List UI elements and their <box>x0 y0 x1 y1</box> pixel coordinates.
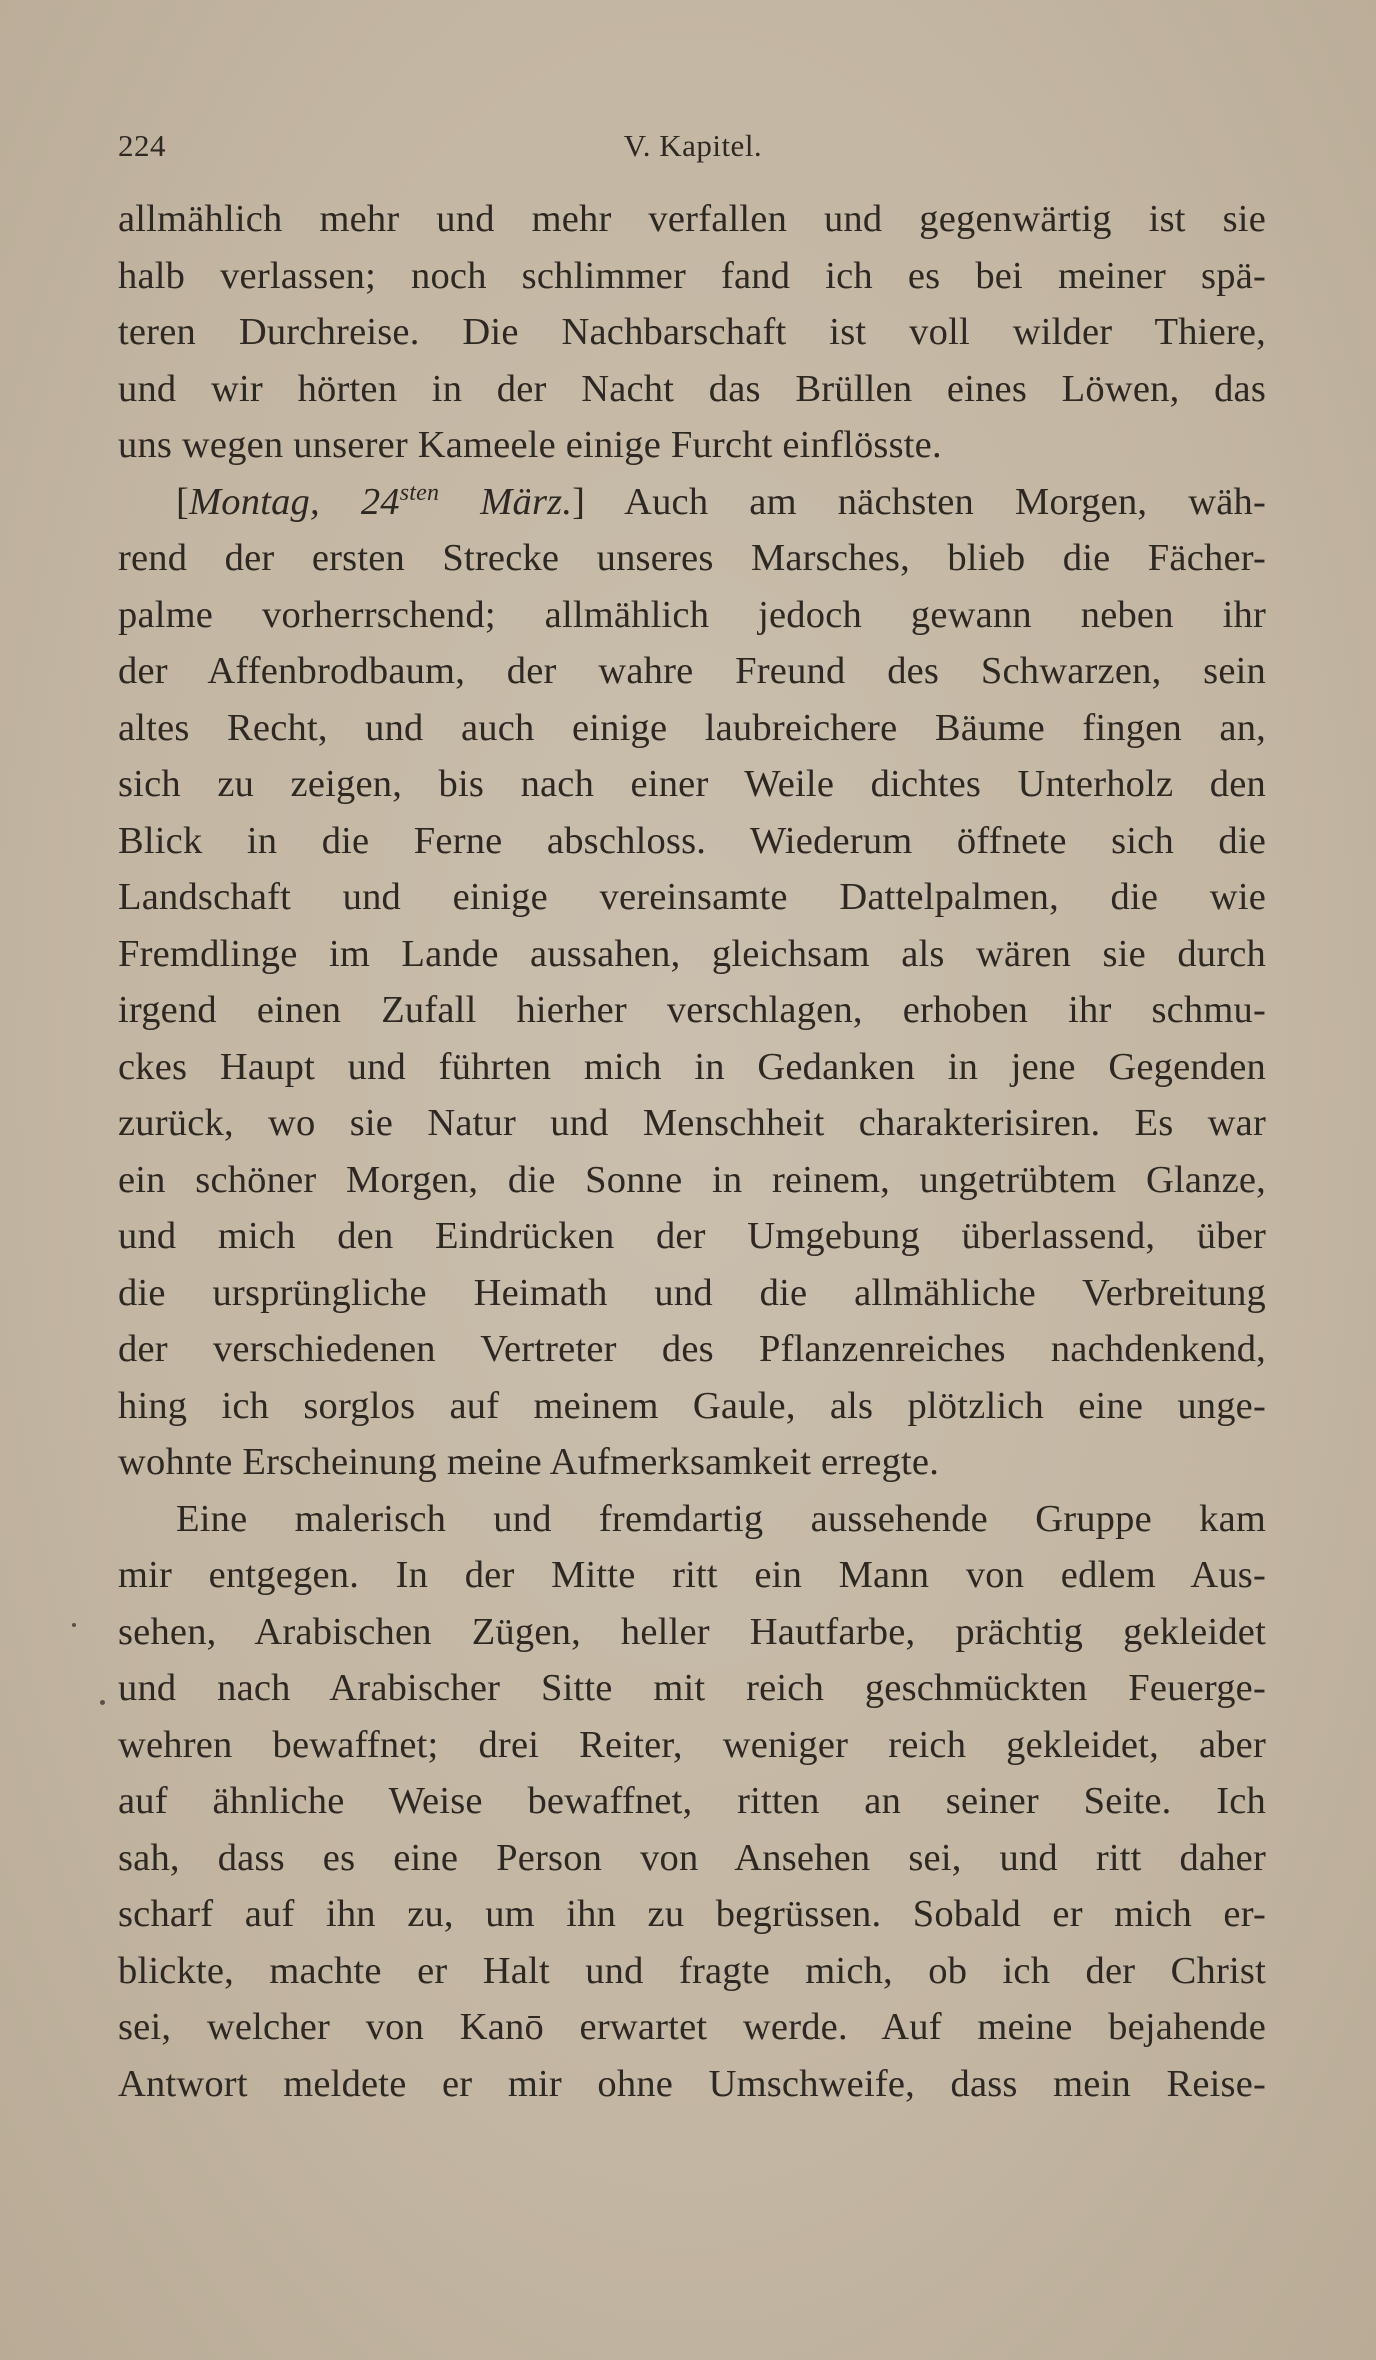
text-line: scharf auf ihn zu, um ihn zu begrüssen. Sobald er mich er- <box>118 1893 1266 1935</box>
close-bracket: ] <box>572 480 586 523</box>
text-line: die ursprüngliche Heimath und die allmähliche Verbreitung <box>118 1271 1266 1314</box>
chapter-title: V. Kapitel. <box>623 128 763 163</box>
text-line: wohnte Erscheinung meine Aufmerksamkeit erregte. <box>118 1441 940 1483</box>
text-line: Antwort meldete er mir ohne Umschweife, dass mein Reise- <box>118 2062 1266 2105</box>
text-line: der Affenbrodbaum, der wahre Freund des Schwarzen, sein <box>118 650 1266 692</box>
text-line: und wir hörten in der Nacht das Brüllen eines Löwen, das <box>118 367 1266 410</box>
text-line: uns wegen unserer Kameele einige Furcht einflösste. <box>118 424 942 466</box>
text-line: hing ich sorglos auf meinem Gaule, als plötzlich eine unge- <box>118 1384 1266 1427</box>
date-heading <box>176 481 585 523</box>
text-line: allmählich mehr und mehr verfallen und gegenwärtig ist sie <box>118 198 1266 240</box>
text-line: Fremdlinge im Lande aussahen, gleichsam als wären sie durch <box>118 932 1266 975</box>
text-line: Landschaft und einige vereinsamte Dattelpalmen, die wie <box>118 876 1266 918</box>
page-number: 224 <box>118 128 166 163</box>
text-line: altes Recht, und auch einige laubreichere Bäume fingen an, <box>118 706 1266 749</box>
text-line: und nach Arabischer Sitte mit reich geschmückten Feuerge- <box>118 1667 1266 1709</box>
text-line: zurück, wo sie Natur und Menschheit charakterisiren. Es war <box>118 1102 1266 1144</box>
date-heading-line <box>118 474 1266 531</box>
paper-speck <box>100 1700 105 1705</box>
text-line: Eine malerisch und fremdartig aussehende Gruppe kam <box>176 1497 1266 1540</box>
running-head <box>118 128 1268 168</box>
date-day: Montag, <box>189 480 320 523</box>
date-number: 24 <box>360 480 400 523</box>
body-text <box>118 191 1266 2112</box>
text-line: irgend einen Zufall hierher verschlagen, erhoben ihr schmu- <box>118 989 1266 1031</box>
text-line: und mich den Eindrücken der Umgebung überlassend, über <box>118 1215 1266 1257</box>
text-line: auf ähnliche Weise bewaffnet, ritten an seiner Seite. Ich <box>118 1780 1266 1822</box>
text-line: halb verlassen; noch schlimmer fand ich es bei meiner spä- <box>118 254 1266 297</box>
date-month: März. <box>480 480 573 523</box>
text-line: wehren bewaffnet; drei Reiter, weniger reich gekleidet, aber <box>118 1723 1266 1766</box>
text-line: sah, dass es eine Person von Ansehen sei, und ritt daher <box>118 1836 1266 1879</box>
text-line-rest: Auch am nächsten Morgen, wäh- <box>624 480 1267 523</box>
text-line: ein schöner Morgen, die Sonne in reinem, ungetrübtem Glanze, <box>118 1158 1266 1201</box>
text-line: der verschiedenen Vertreter des Pflanzenreiches nachdenkend, <box>118 1328 1266 1370</box>
date-ordinal-suffix: sten <box>399 479 440 506</box>
open-bracket: [ <box>176 480 190 523</box>
text-line: mir entgegen. In der Mitte ritt ein Mann von edlem Aus- <box>118 1554 1266 1596</box>
text-line: Blick in die Ferne abschloss. Wiederum öffnete sich die <box>118 819 1266 862</box>
text-line: blickte, machte er Halt und fragte mich, ob ich der Christ <box>118 1949 1266 1992</box>
text-line: sei, welcher von Kanō erwartet werde. Auf meine bejahende <box>118 2006 1266 2048</box>
text-line: ckes Haupt und führten mich in Gedanken in jene Gegenden <box>118 1045 1266 1088</box>
text-line: rend der ersten Strecke unseres Marsches, blieb die Fächer- <box>118 537 1266 579</box>
paper-speck <box>72 1623 76 1627</box>
text-line: sich zu zeigen, bis nach einer Weile dichtes Unterholz den <box>118 763 1266 805</box>
text-line: teren Durchreise. Die Nachbarschaft ist voll wilder Thiere, <box>118 311 1266 353</box>
text-line: sehen, Arabischen Zügen, heller Hautfarbe, prächtig gekleidet <box>118 1610 1266 1653</box>
text-line: palme vorherrschend; allmählich jedoch gewann neben ihr <box>118 593 1266 636</box>
